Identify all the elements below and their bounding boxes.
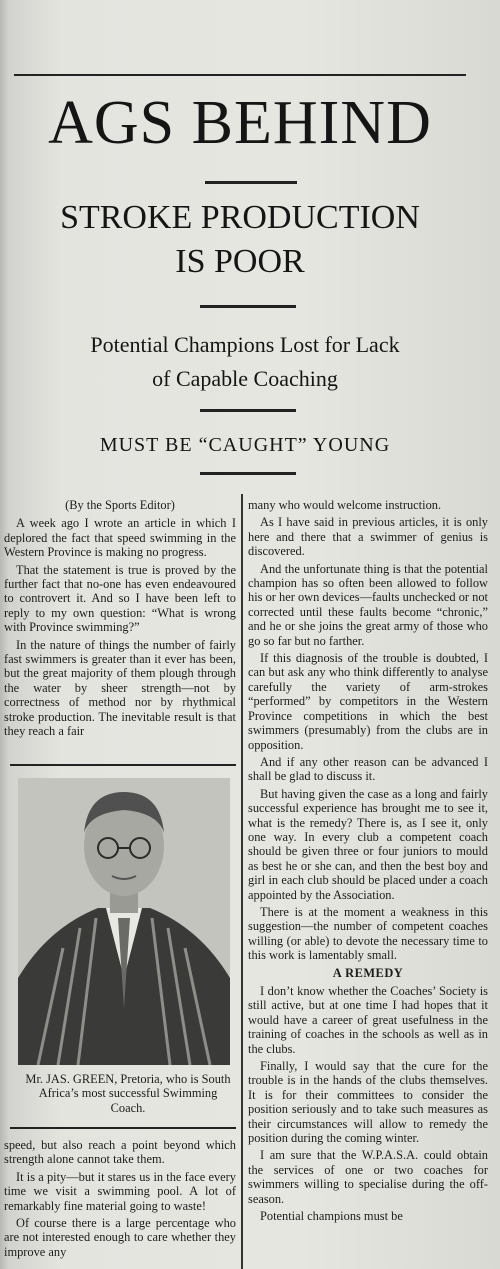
paragraph: In the nature of things the number of fairly fast swimmers is greater than it ever has been, but the great majority of them plough through the water by sheer strength—not by correctness of method nor by rhythmical stroke production. The inevitable result is that they reach a fair	[4, 637, 236, 739]
subdeck-line-3: MUST BE “CAUGHT” YOUNG	[99, 434, 391, 456]
paragraph: There is at the moment a weakness in this suggestion—the number of competent coaches willing (or able) to devote the necessary time to this work is lamentably small.	[248, 904, 488, 963]
paragraph: If this diagnosis of the trouble is doubted, I can but ask any who think differently to analyse carefully the variety of arm-strokes “performed” by competitors in the Western Province competitions in which the best swimmers (presumably) from the clubs are in opposition.	[248, 651, 488, 752]
paragraph: speed, but also reach a point beyond which strength alone cannot take them.	[4, 1138, 236, 1167]
paragraph: As I have said in previous articles, it is only here and there that a swimmer of genius is discovered.	[248, 515, 488, 559]
deck-line-2: IS POOR	[175, 243, 305, 280]
photo-bottom-rule	[10, 1127, 236, 1129]
main-headline: AGS BEHIND	[48, 89, 432, 157]
article-column-right	[248, 498, 488, 1227]
paragraph: Finally, I would say that the cure for the trouble is in the hands of the clubs themselves. It is for their committees to consider the position seriously and to take such measures as their circumstances will allow to remedy the position during the coming winter.	[248, 1059, 488, 1146]
headline-divider-3	[200, 409, 296, 412]
portrait-illustration	[18, 778, 230, 1065]
paragraph: And the unfortunate thing is that the potential champion has so often been allowed to follow his or her own devices—faults unchecked or not corrected until these faults become “chronic,” and he or she joins the great army of those who go so far but no farther.	[248, 561, 488, 648]
headline-divider-2	[200, 305, 296, 308]
deck-line-1: STROKE PRODUCTION	[60, 199, 420, 236]
paragraph: many who would welcome instruction.	[248, 498, 442, 512]
top-rule	[14, 74, 466, 76]
photo-top-rule	[10, 764, 236, 766]
photo-caption: Mr. JAS. GREEN, Pretoria, who is South Africa’s most successful Swimming Coach.	[25, 1072, 231, 1115]
column-divider	[241, 494, 243, 1269]
paragraph: Of course there is a large percentage who are not interested enough to care whether they improve any	[4, 1216, 236, 1259]
paragraph: It is a pity—but it stares us in the face every time we visit a swimming pool. A lot of remarkably fine material going to waste!	[4, 1169, 236, 1213]
paragraph: That the statement is true is proved by the further fact that no-one has even endeavoured to controvert it. And so I have been left to reply to my own question: “What is wrong with Province swimming?”	[4, 562, 236, 635]
headline-divider-4	[200, 472, 296, 475]
paragraph: But having given the case as a long and fairly successful experience has brought me to see it, what is the remedy? There is, as I see it, only one way. In every club a competent coach should be given three or four juniors to mould as best he or she can, and then the best boy and girl in each club should be placed under a coach appointed by the Association.	[248, 786, 488, 902]
article-column-left-bottom	[4, 1138, 236, 1262]
paragraph: I don’t know whether the Coaches’ Society is still active, but at one time I had hopes that it would have a career of great usefulness in the training of coaches in the schools as well as in the clubs.	[248, 984, 488, 1056]
subdeck-line-1: Potential Champions Lost for Lack	[90, 332, 400, 357]
paragraph: And if any other reason can be advanced I shall be glad to discuss it.	[248, 754, 488, 784]
byline: (By the Sports Editor)	[65, 498, 175, 512]
headline-divider-1	[205, 181, 297, 184]
section-subhead: A REMEDY	[332, 965, 404, 980]
subdeck-line-2: of Capable Coaching	[152, 366, 338, 391]
paragraph: A week ago I wrote an article in which I deplored the fact that speed swimming in the Western Province is making no progress.	[4, 516, 236, 560]
article-column-left-top	[4, 498, 236, 742]
portrait-photo	[18, 778, 230, 1065]
paragraph: I am sure that the W.P.A.S.A. could obtain the services of one or two coaches for swimmers willing to specialise during the off-season.	[248, 1148, 488, 1206]
paragraph: Potential champions must be	[260, 1209, 403, 1224]
